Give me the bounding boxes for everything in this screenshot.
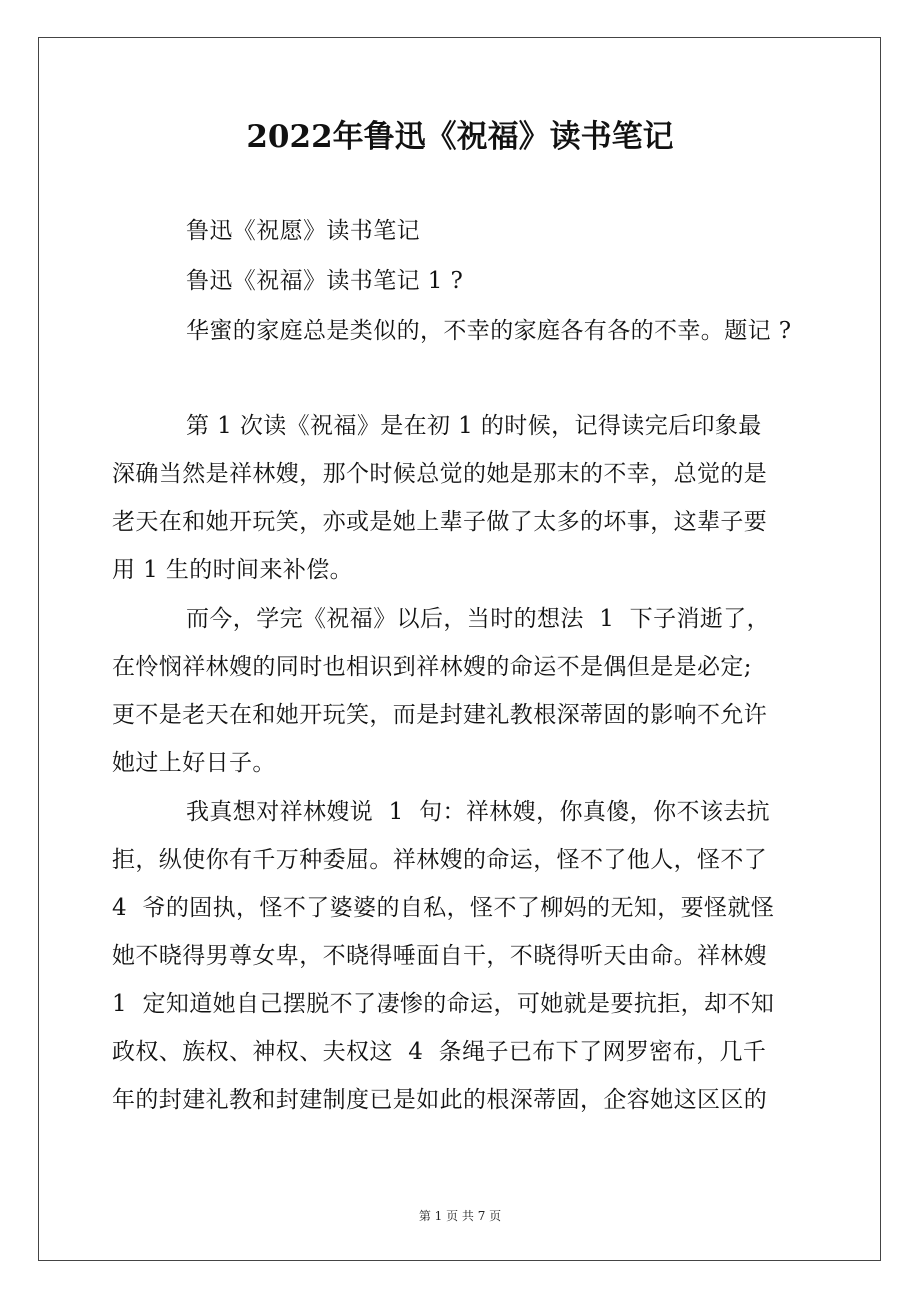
text-line: 她不晓得男尊女卑，不晓得唾面自干，不晓得听天由命。祥林嫂: [112, 943, 768, 969]
text-line: 用 1 生的时间来补偿。: [112, 557, 354, 583]
page-border: [38, 37, 881, 1261]
text-line: 1 定知道她自己摆脱不了凄惨的命运，可她就是要抗拒，却不知: [112, 991, 775, 1017]
text-line: 华蜜的家庭总是类似的，不幸的家庭各有各的不幸。题记 ?: [186, 318, 792, 344]
document-title: 2022年鲁迅《祝福》读书笔记: [246, 119, 674, 155]
text-line: 拒，纵使你有千万种委屈。祥林嫂的命运，怪不了他人，怪不了: [112, 847, 768, 873]
text-line: 我真想对祥林嫂说 1 句：祥林嫂，你真傻，你不该去抗: [186, 799, 771, 825]
text-line: 4 爷的固执，怪不了婆婆的自私，怪不了柳妈的无知，要怪就怪: [112, 895, 775, 921]
text-line: 她过上好日子。: [112, 750, 276, 776]
text-line: 老天在和她开玩笑，亦或是她上辈子做了太多的坏事，这辈子要: [112, 509, 768, 535]
text-line: 鲁迅《祝愿》读书笔记: [186, 218, 420, 244]
text-line: 深确当然是祥林嫂，那个时候总觉的她是那末的不幸，总觉的是: [112, 461, 768, 487]
text-line: 在怜悯祥林嫂的同时也相识到祥林嫂的命运不是偶但是是必定;: [112, 654, 752, 680]
page-footer: 第 1 页 共 7 页: [418, 1209, 502, 1223]
text-line: 鲁迅《祝福》读书笔记 1 ?: [186, 268, 464, 294]
text-line: 第 1 次读《祝福》是在初 1 的时候，记得读完后印象最: [186, 413, 762, 439]
text-line: 更不是老天在和她开玩笑，而是封建礼教根深蒂固的影响不允许: [112, 702, 768, 728]
text-line: 政权、族权、神权、夫权这 4 条绳子已布下了网罗密布，几千: [112, 1039, 767, 1065]
text-line: 年的封建礼教和封建制度已是如此的根深蒂固，企容她这区区的: [112, 1087, 768, 1113]
text-line: 而今，学完《祝福》以后，当时的想法 1 下子消逝了，: [186, 606, 771, 632]
